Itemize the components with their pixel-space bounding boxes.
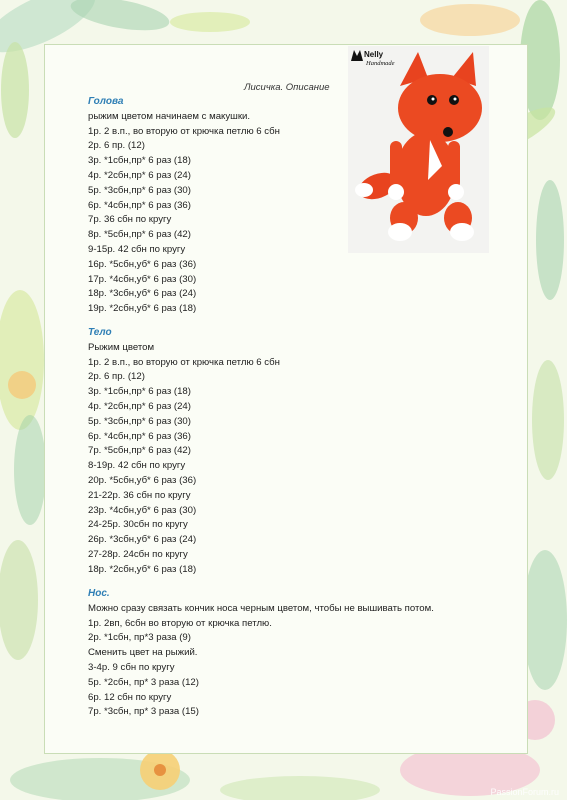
instruction-line: 23р. *4сбн,уб* 6 раз (30) — [88, 504, 197, 516]
instruction-line: 8р. *5сбн,пр* 6 раз (42) — [88, 229, 191, 241]
instruction-line: 4р. *2сбн,пр* 6 раз (24) — [88, 400, 191, 412]
section-title: Нос. — [88, 588, 110, 599]
instruction-line: 20р. *5сбн,уб* 6 раз (36) — [88, 474, 197, 486]
instruction-line: 5р. *3сбн,пр* 6 раз (30) — [88, 184, 191, 196]
section-title: Голова — [88, 96, 124, 107]
section-body — [88, 326, 280, 578]
section-head — [88, 95, 280, 317]
instruction-line: 17р. *4сбн,уб* 6 раз (30) — [88, 273, 197, 285]
instruction-line: 21-22р. 36 сбн по кругу — [88, 489, 191, 501]
watermark: PassionForum.ru — [490, 787, 559, 797]
instruction-line: рыжим цветом начинаем с макушки. — [88, 110, 251, 122]
instruction-line: 7р. *3сбн, пр* 3 раза (15) — [88, 706, 199, 718]
instruction-line: 2р. 6 пр. (12) — [88, 140, 145, 152]
instruction-line: 4р. *2сбн,пр* 6 раз (24) — [88, 169, 191, 181]
instruction-line: 27-28р. 24сбн по кругу — [88, 548, 188, 560]
instruction-line: 16р. *5сбн,уб* 6 раз (36) — [88, 258, 197, 270]
instruction-line: 7р. *5сбн,пр* 6 раз (42) — [88, 445, 191, 457]
instruction-line: 1р. 2 в.п., во вторую от крючка петлю 6 сбн — [88, 356, 280, 368]
instruction-line: 3-4р. 9 сбн по кругу — [88, 661, 175, 673]
instruction-line: 3р. *1сбн,пр* 6 раз (18) — [88, 155, 191, 167]
instruction-line: 8-19р. 42 сбн по кругу — [88, 460, 186, 472]
section-nose — [88, 587, 434, 720]
instruction-line: 2р. 6 пр. (12) — [88, 371, 145, 383]
section-title: Тело — [88, 327, 112, 338]
instruction-line: 18р. *3сбн,уб* 6 раз (24) — [88, 288, 197, 300]
document-title: Лисичка. Описание — [244, 82, 330, 93]
instruction-line: Рыжим цветом — [88, 341, 155, 353]
instruction-line: Сменить цвет на рыжий. — [88, 647, 198, 659]
logo-name: Nelly — [364, 50, 384, 59]
fox-toy-illustration — [348, 46, 489, 253]
instruction-line: 3р. *1сбн,пр* 6 раз (18) — [88, 386, 191, 398]
instruction-line: 6р. *4сбн,пр* 6 раз (36) — [88, 199, 191, 211]
instruction-line: Можно сразу связать кончик носа черным цветом, чтобы не вышивать потом. — [88, 602, 434, 614]
instruction-line: 2р. *1сбн, пр*3 раза (9) — [88, 632, 191, 644]
instruction-line: 18р. *2сбн,уб* 6 раз (18) — [88, 563, 197, 575]
fox-photo — [348, 46, 489, 253]
instruction-line: 5р. *2сбн, пр* 3 раза (12) — [88, 676, 199, 688]
fox-logo-icon — [350, 48, 364, 62]
instruction-line: 6р. *4сбн,пр* 6 раз (36) — [88, 430, 191, 442]
instruction-line: 7р. 36 сбн по кругу — [88, 214, 172, 226]
logo-subtitle: Handmade — [366, 60, 395, 67]
instruction-line: 26р. *3сбн,уб* 6 раз (24) — [88, 534, 197, 546]
instruction-line: 19р. *2сбн,уб* 6 раз (18) — [88, 303, 197, 315]
instruction-line: 9-15р. 42 сбн по кругу — [88, 243, 186, 255]
instruction-line: 6р. 12 сбн по кругу — [88, 691, 172, 703]
instruction-line: 24-25р. 30сбн по кругу — [88, 519, 188, 531]
instruction-line: 1р. 2вп, 6сбн во вторую от крючка петлю. — [88, 617, 272, 629]
instruction-line: 1р. 2 в.п., во вторую от крючка петлю 6 сбн — [88, 125, 280, 137]
instruction-line: 5р. *3сбн,пр* 6 раз (30) — [88, 415, 191, 427]
